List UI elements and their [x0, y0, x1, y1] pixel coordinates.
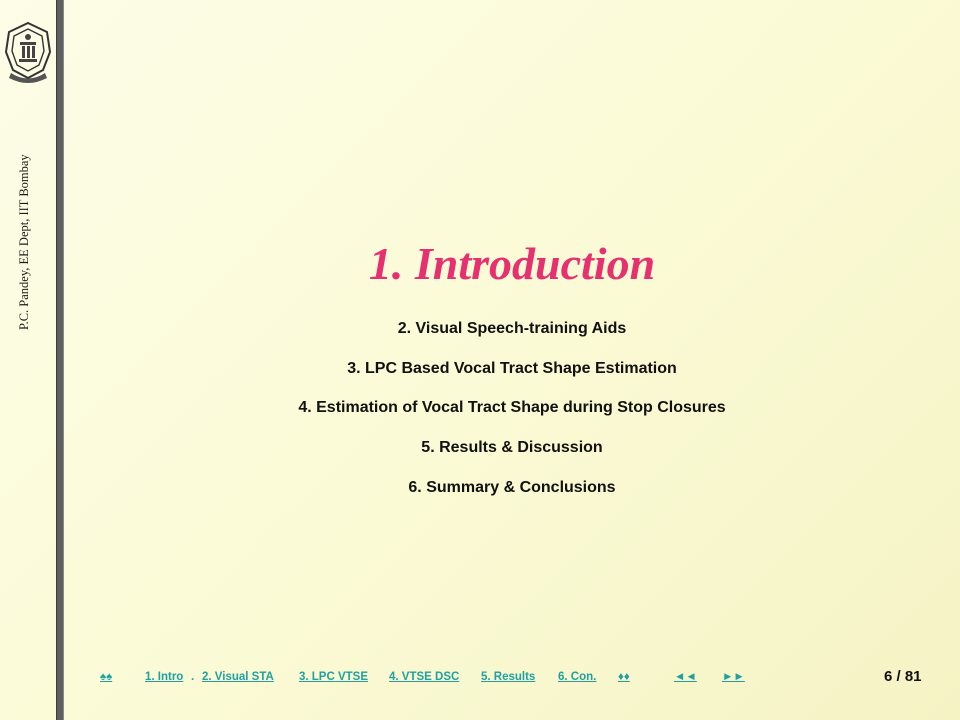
toc-item-results: 5. Results & Discussion: [421, 439, 603, 456]
page-number: 6 / 81: [884, 668, 922, 685]
sidebar-divider: [56, 0, 64, 720]
nav-link-vtse-dsc[interactable]: 4. VTSE DSC: [389, 671, 460, 683]
nav-separator: .: [191, 671, 195, 683]
slide-title: 1. Introduction: [368, 238, 656, 289]
toc-item-summary: 6. Summary & Conclusions: [408, 479, 616, 496]
nav-last-button[interactable]: ♦♦: [618, 671, 630, 683]
nav-prev-button[interactable]: ◄◄: [674, 671, 697, 683]
nav-next-button[interactable]: ►►: [722, 671, 745, 683]
toc-item-lpc-estimation: 3. LPC Based Vocal Tract Shape Estimation: [347, 360, 677, 377]
nav-link-visual-sta[interactable]: 2. Visual STA: [202, 671, 274, 683]
iit-bombay-emblem-icon: [3, 20, 53, 84]
toc-item-stop-closures: 4. Estimation of Vocal Tract Shape during Stop Closures: [298, 399, 726, 416]
nav-first-button[interactable]: ♠♠: [100, 671, 113, 683]
toc-item-visual-speech: 2. Visual Speech-training Aids: [397, 320, 627, 337]
nav-link-results[interactable]: 5. Results: [481, 671, 536, 683]
author-credit: P.C. Pandey, EE Dept, IIT Bombay: [17, 154, 31, 330]
sidebar: [0, 0, 56, 720]
nav-link-lpc-vtse[interactable]: 3. LPC VTSE: [299, 671, 369, 683]
nav-link-intro[interactable]: 1. Intro: [145, 671, 184, 683]
nav-link-conclusions[interactable]: 6. Con.: [558, 671, 597, 683]
